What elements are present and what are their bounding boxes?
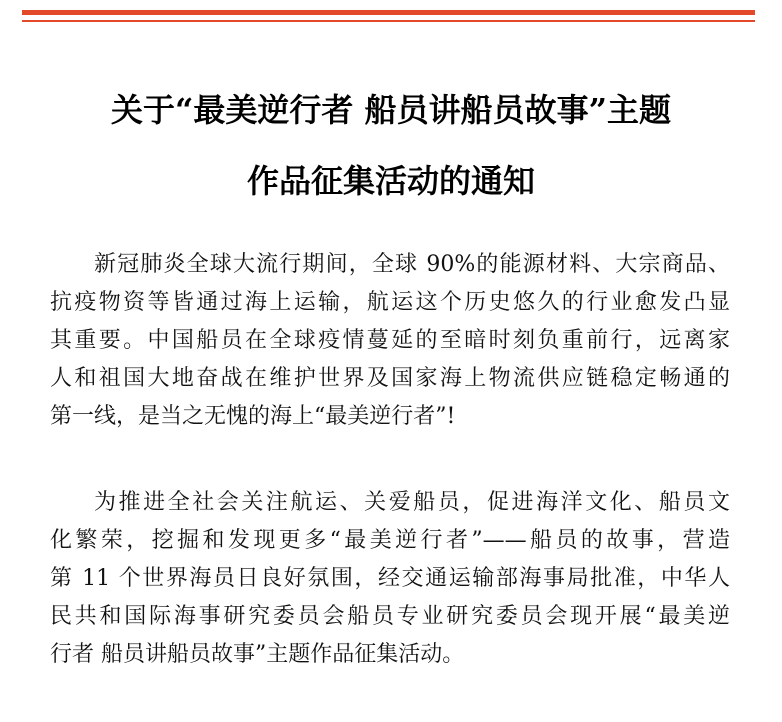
paragraph-2-line-4: 民共和国际海事研究委员会船员专业研究委员会现开展“最美逆 — [50, 604, 730, 629]
paragraph-2-line-5: 行者 船员讲船员故事”主题作品征集活动。 — [50, 642, 465, 667]
paragraph-1 — [50, 246, 730, 436]
paragraph-1-line-3: 其重要。中国船员在全球疫情蔓延的至暗时刻负重前行，远离家 — [50, 328, 730, 353]
paragraph-1-line-4: 人和祖国大地奋战在维护世界及国家海上物流供应链稳定畅通的 — [50, 366, 730, 391]
paragraph-2-line-3: 第 11 个世界海员日良好氛围，经交通运输部海事局批准，中华人 — [50, 566, 730, 591]
paragraph-1-line-1: 新冠肺炎全球大流行期间，全球 90%的能源材料、大宗商品、 — [94, 252, 730, 277]
paragraph-2-line-2: 化繁荣，挖掘和发现更多“最美逆行者”——船员的故事，营造 — [50, 528, 730, 553]
paragraph-2 — [50, 484, 730, 674]
paragraph-1-line-2: 抗疫物资等皆通过海上运输，航运这个历史悠久的行业愈发凸显 — [50, 290, 730, 315]
document-title-line-2: 作品征集活动的通知 — [246, 162, 535, 200]
header-rule-thick — [22, 10, 755, 15]
header-rule-thin — [22, 20, 755, 22]
paragraph-1-line-5: 第一线，是当之无愧的海上“最美逆行者”! — [50, 404, 456, 429]
document-title-line-1: 关于“最美逆行者 船员讲船员故事”主题 — [111, 91, 671, 129]
paragraph-2-line-1: 为推进全社会关注航运、关爱船员，促进海洋文化、船员文 — [94, 490, 730, 515]
